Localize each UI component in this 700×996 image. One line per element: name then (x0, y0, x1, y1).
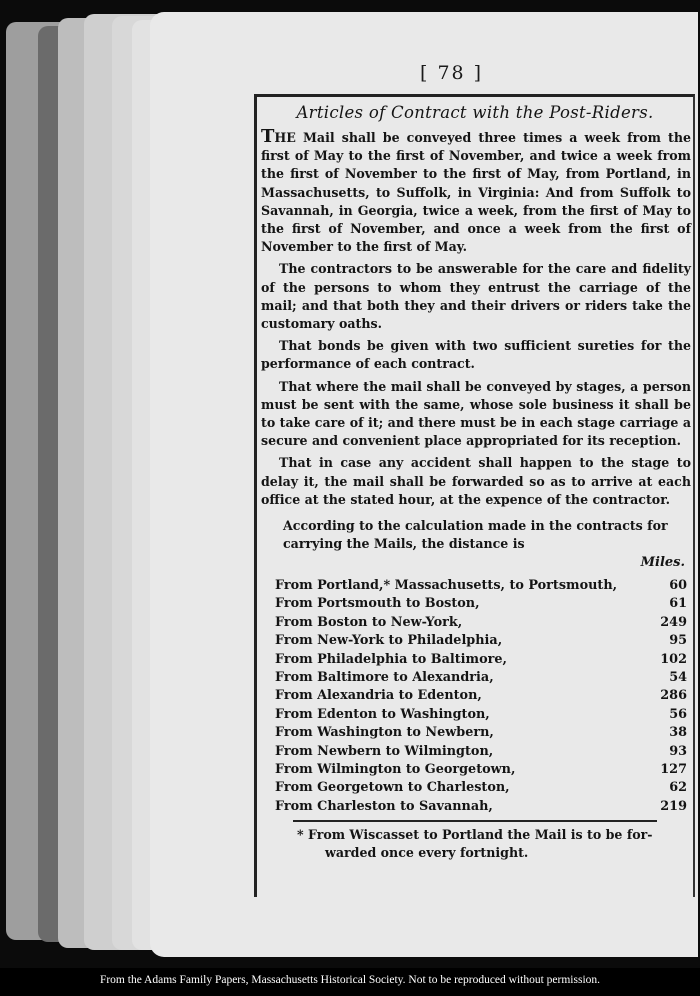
route-miles: 127 (660, 761, 687, 777)
article-block (254, 94, 695, 897)
route-miles: 95 (669, 633, 687, 649)
page-number: [ 78 ] (420, 62, 484, 84)
route-miles: 286 (660, 688, 687, 704)
route-name: From Wilmington to Georgetown, (275, 761, 516, 777)
route-name: From New-York to Philadelphia, (275, 633, 503, 649)
paragraph-3: That bonds be given with two sufficient sureties for the performance of each contract. (261, 338, 691, 372)
table-row (275, 743, 687, 761)
route-miles: 54 (669, 670, 687, 686)
paragraph-text: HE Mail shall be conveyed three times a week from the first of May to the first of November, and twice a week from the first of November to the first of May, from Portland, in Massachusetts, to Suffolk, in Virginia: And from Suffolk to Savannah, in Georgia, twice a week, from the first of May to the first of November, and once a week from the first of November to the first of May. (261, 130, 691, 255)
table-row (275, 798, 687, 816)
table-row (275, 595, 687, 613)
table-row (275, 632, 687, 650)
paragraph-1 (257, 128, 693, 256)
copyright-caption: From the Adams Family Papers, Massachusetts Historical Society. Not to be reproduced without permission. (99, 974, 601, 986)
route-miles: 56 (669, 706, 687, 722)
miles-column-header: Miles. (640, 555, 685, 571)
route-name: From Portland,* Massachusetts, to Portsmouth, (275, 578, 618, 594)
route-name: From Portsmouth to Boston, (275, 596, 480, 612)
table-row (275, 687, 687, 705)
table-row (275, 779, 687, 797)
table-row (275, 669, 687, 687)
route-miles: 61 (669, 596, 687, 612)
drop-cap: T (261, 126, 275, 147)
route-miles: 93 (669, 743, 687, 759)
route-miles: 38 (669, 725, 687, 741)
paragraph-5: That in case any accident shall happen to the stage to delay it, the mail shall be forwarded so as to arrive at each office at the stated hour, at the expence of the contractor. (261, 455, 691, 507)
footnote-line: * From Wiscasset to Portland the Mail is to be for- (297, 827, 653, 843)
route-miles: 249 (660, 614, 687, 630)
route-miles: 102 (660, 651, 687, 667)
paragraph-2: The contractors to be answerable for the care and fidelity of the persons to whom they entrust the carriage of the mail; and that both they and their drivers or riders take the customary oaths. (261, 261, 691, 332)
route-table (257, 577, 693, 816)
article-title: Articles of Contract with the Post-Riders. (296, 103, 654, 122)
route-miles: 60 (669, 578, 687, 594)
paragraph-4: That where the mail shall be conveyed by stages, a person must be sent with the same, whose sole business it shall be to take care of it; and there must be in each stage carriage a secure and convenient place appropriated for its reception. (261, 378, 691, 449)
route-name: From Baltimore to Alexandria, (275, 670, 494, 686)
table-row (275, 761, 687, 779)
route-name: From Boston to New-York, (275, 614, 463, 630)
route-name: From Georgetown to Charleston, (275, 780, 510, 796)
distance-intro: According to the calculation made in the contracts for carrying the Mails, the distance is (283, 518, 668, 552)
table-row (275, 706, 687, 724)
route-name: From Newbern to Wilmington, (275, 743, 494, 759)
route-miles: 219 (660, 798, 687, 814)
table-row (275, 614, 687, 632)
table-row (275, 577, 687, 595)
route-name: From Alexandria to Edenton, (275, 688, 482, 704)
footnote (257, 826, 693, 862)
divider (293, 820, 657, 822)
route-name: From Edenton to Washington, (275, 706, 490, 722)
footnote-line: warded once every fortnight. (325, 845, 529, 861)
table-row (275, 651, 687, 669)
route-name: From Washington to Newbern, (275, 725, 494, 741)
route-miles: 62 (669, 780, 687, 796)
route-name: From Philadelphia to Baltimore, (275, 651, 507, 667)
table-row (275, 724, 687, 742)
route-name: From Charleston to Savannah, (275, 798, 493, 814)
